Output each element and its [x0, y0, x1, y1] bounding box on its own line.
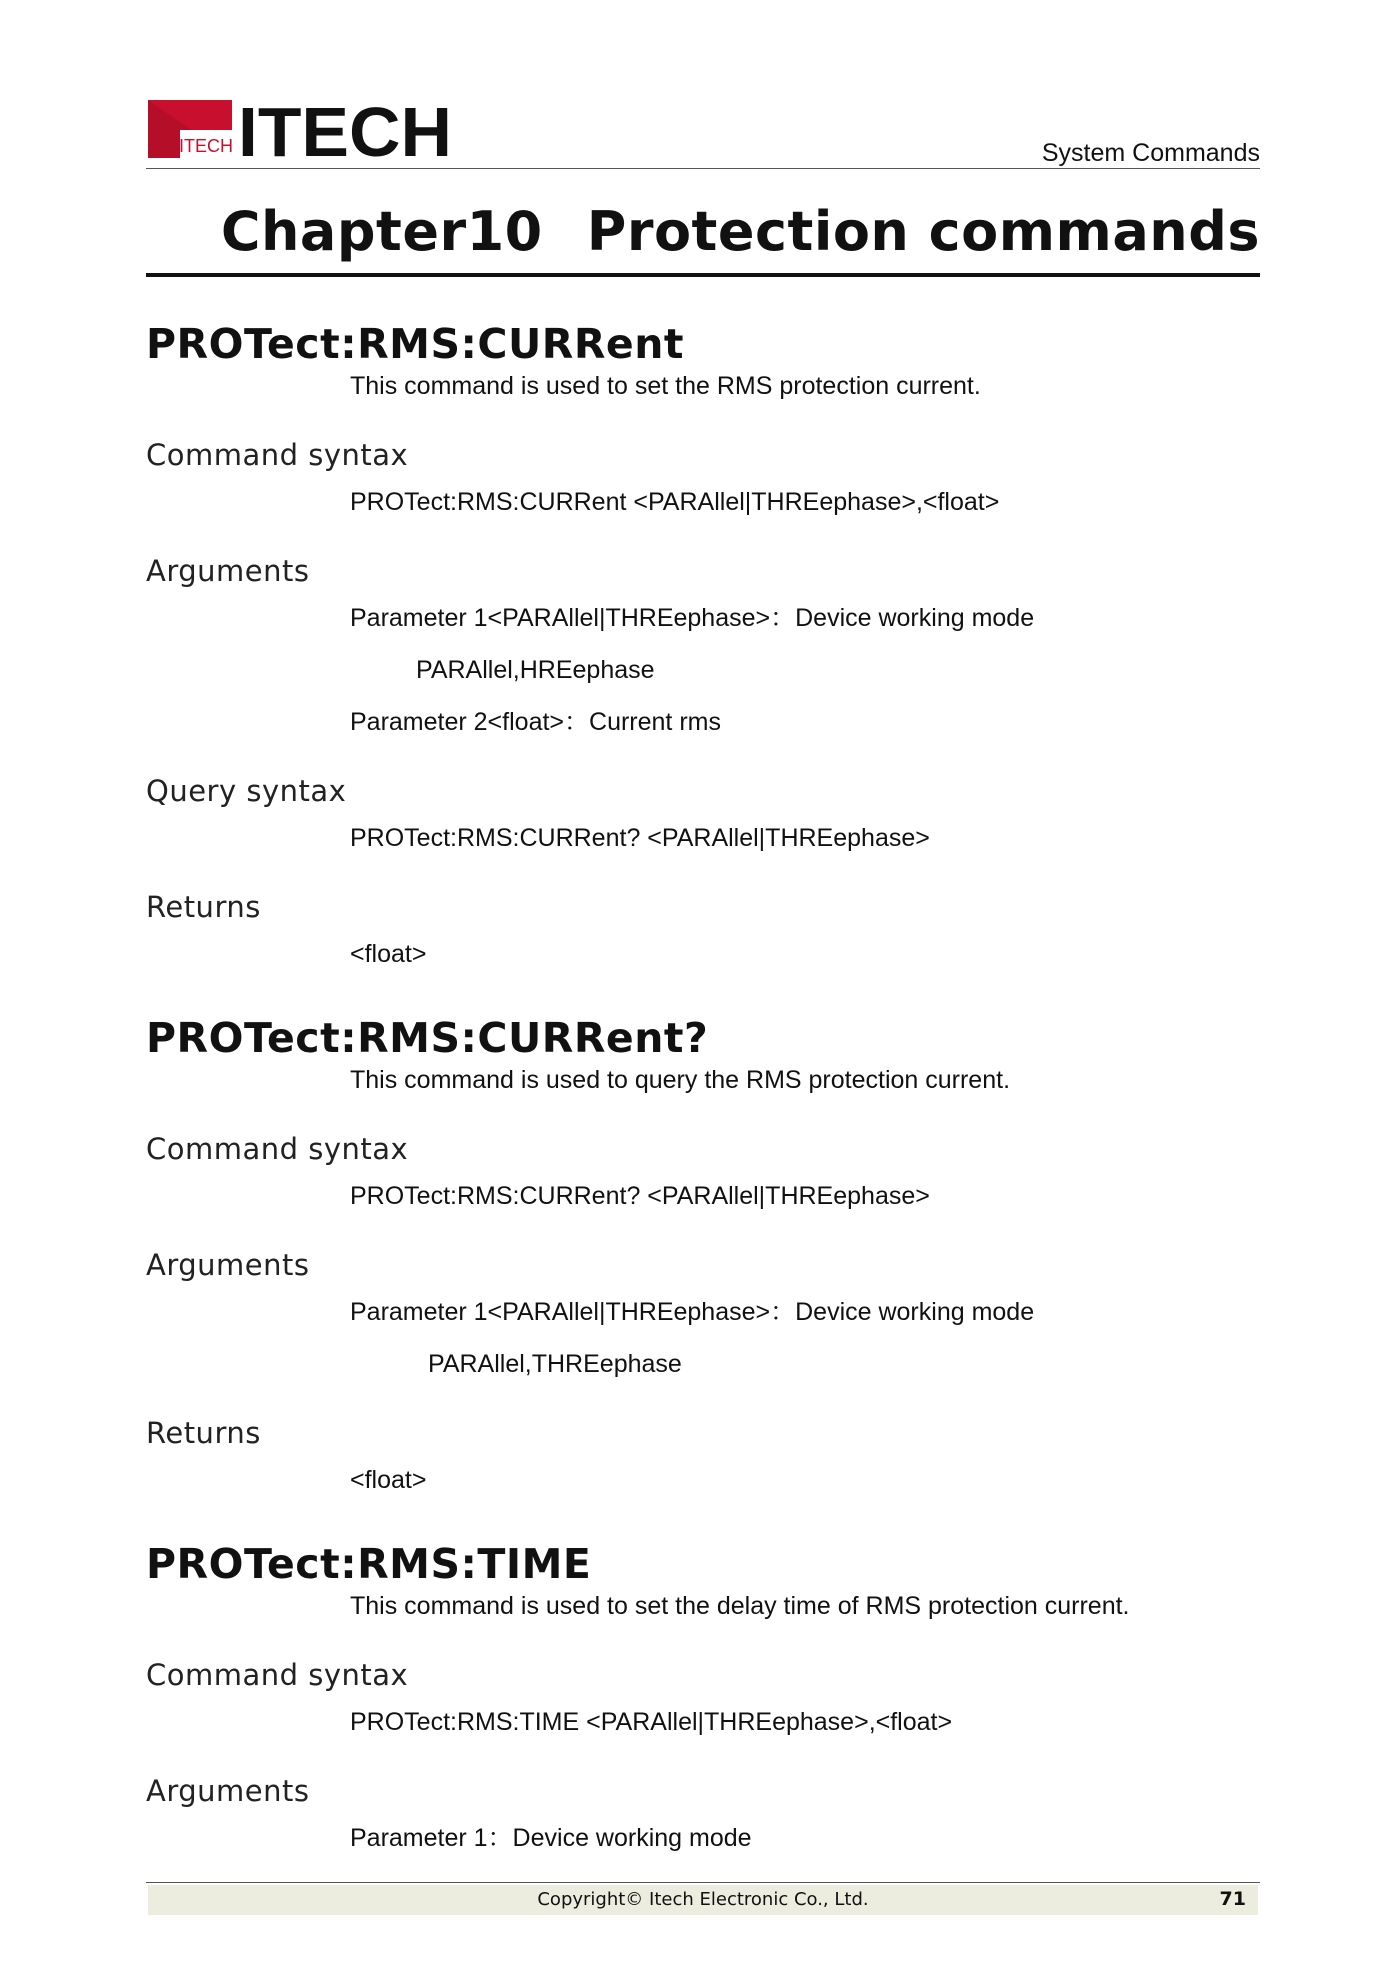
- arguments-label: Arguments: [146, 1248, 310, 1282]
- page-number: 71: [1219, 1888, 1246, 1910]
- query-syntax: PROTect:RMS:CURRent? <PARAllel|THREephase>: [350, 824, 930, 852]
- arguments-label: Arguments: [146, 554, 310, 588]
- chapter-title: [221, 200, 1260, 263]
- itech-logo: [146, 96, 456, 162]
- chapter-divider: [146, 273, 1260, 277]
- arguments-label: Arguments: [146, 1774, 310, 1808]
- command-syntax-label: Command syntax: [146, 438, 409, 472]
- returns-label: Returns: [146, 1416, 261, 1450]
- header-section-title: System Commands: [1041, 139, 1260, 167]
- page-footer: [148, 1885, 1258, 1915]
- returns-value: <float>: [350, 1466, 427, 1494]
- document-body: [146, 318, 1260, 1854]
- argument-2: Parameter 2<float>：Current rms: [350, 708, 721, 736]
- command-syntax: PROTect:RMS:TIME <PARAllel|THREephase>,<float>: [350, 1708, 953, 1736]
- command-syntax-label: Command syntax: [146, 1658, 409, 1692]
- command-description: This command is used to set the RMS protection current.: [350, 372, 981, 400]
- returns-label: Returns: [146, 890, 261, 924]
- argument-1: Parameter 1<PARAllel|THREephase>：Device working mode: [350, 1298, 1035, 1326]
- page-header: [146, 96, 1260, 170]
- logo-wordmark: ITECH: [238, 96, 452, 162]
- logo-badge-text: ITECH: [179, 136, 233, 156]
- argument-1-values: PARAllel,HREephase: [416, 656, 655, 684]
- argument-1: Parameter 1<PARAllel|THREephase>：Device working mode: [350, 604, 1035, 632]
- query-syntax-label: Query syntax: [146, 774, 347, 808]
- chapter-number: Chapter10: [220, 200, 543, 263]
- command-heading: PROTect:RMS:CURRent: [146, 320, 685, 368]
- command-description: This command is used to query the RMS protection current.: [350, 1066, 1011, 1094]
- header-divider: [146, 168, 1260, 169]
- returns-value: <float>: [350, 940, 427, 968]
- command-syntax-label: Command syntax: [146, 1132, 409, 1166]
- command-heading: PROTect:RMS:CURRent?: [146, 1014, 709, 1062]
- argument-1-values: PARAllel,THREephase: [428, 1350, 682, 1378]
- chapter-name: Protection commands: [586, 200, 1260, 263]
- command-heading: PROTect:RMS:TIME: [146, 1540, 592, 1588]
- command-syntax: PROTect:RMS:CURRent <PARAllel|THREephase>,<float>: [350, 488, 1000, 516]
- command-description: This command is used to set the delay time of RMS protection current.: [350, 1592, 1130, 1620]
- argument-1: Parameter 1：Device working mode: [350, 1824, 752, 1852]
- footer-divider: [146, 1882, 1260, 1883]
- footer-copyright: Copyright© Itech Electronic Co., Ltd.: [537, 1889, 869, 1910]
- command-syntax: PROTect:RMS:CURRent? <PARAllel|THREephase>: [350, 1182, 930, 1210]
